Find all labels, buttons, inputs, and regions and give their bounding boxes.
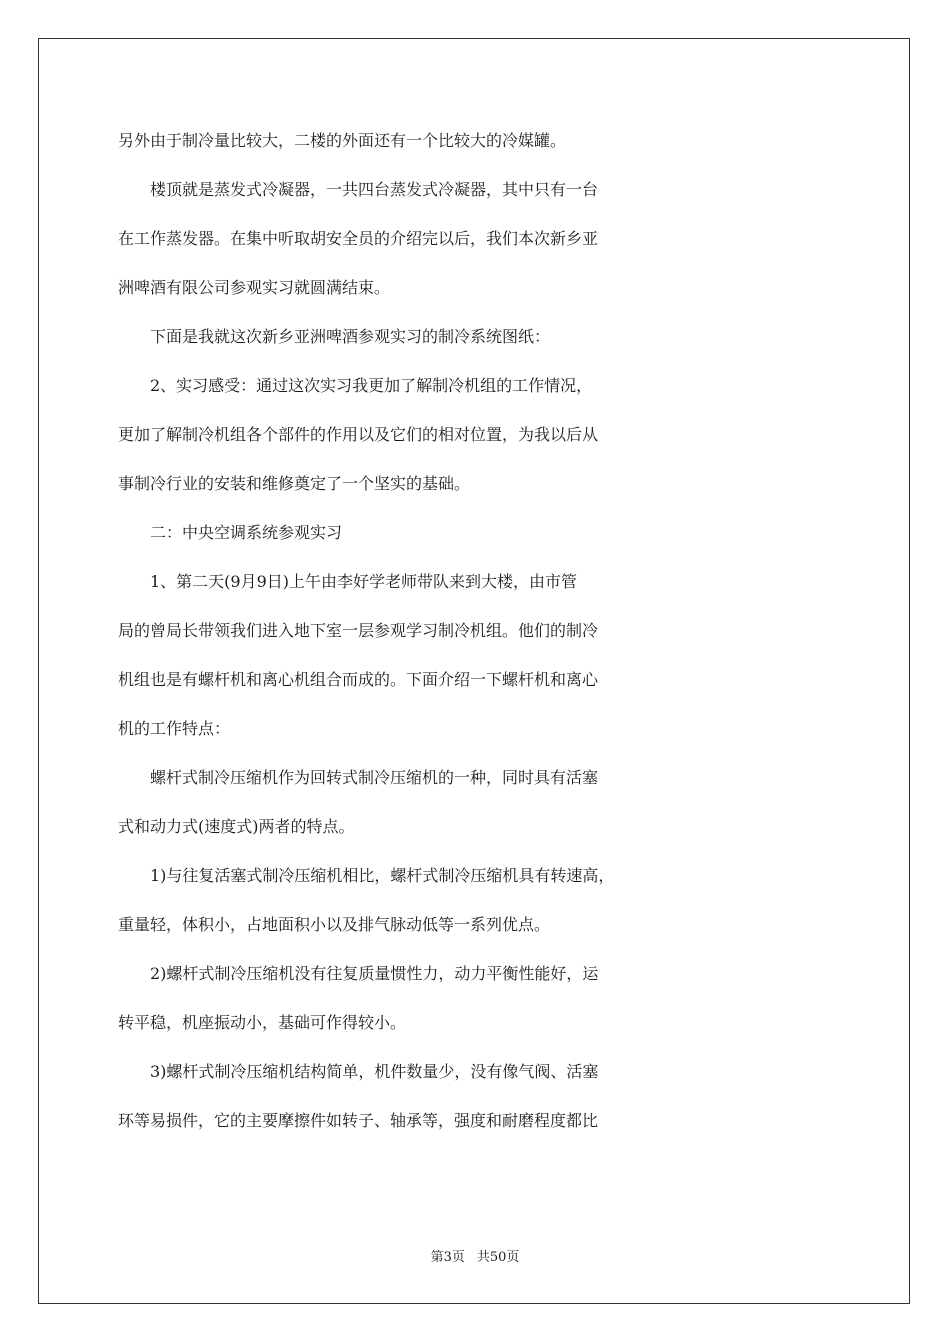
text-line: 3)螺杆式制冷压缩机结构简单，机件数量少，没有像气阀、活塞: [118, 1062, 599, 1081]
text-line: 1)与往复活塞式制冷压缩机相比，螺杆式制冷压缩机具有转速高，: [118, 866, 615, 885]
text-line: 洲啤酒有限公司参观实习就圆满结束。: [118, 278, 391, 297]
text-line: 机的工作特点：: [118, 719, 231, 738]
text-line: 事制冷行业的安装和维修奠定了一个坚实的基础。: [118, 474, 471, 493]
document-body: [118, 128, 838, 1157]
text-line: 重量轻，体积小，占地面积小以及排气脉动低等一系列优点。: [118, 915, 551, 934]
text-line: 环等易损件，它的主要摩擦件如转子、轴承等，强度和耐磨程度都比: [118, 1111, 599, 1130]
text-line: 1、第二天(9月9日)上午由李好学老师带队来到大楼，由市管: [118, 572, 578, 591]
text-line: 式和动力式(速度式)两者的特点。: [118, 817, 355, 836]
text-line: 下面是我就这次新乡亚洲啤酒参观实习的制冷系统图纸：: [118, 327, 551, 346]
text-line: 机组也是有螺杆机和离心机组合而成的。下面介绍一下螺杆机和离心: [118, 670, 599, 689]
text-line: 2、实习感受：通过这次实习我更加了解制冷机组的工作情况，: [118, 376, 593, 395]
text-line: 在工作蒸发器。在集中听取胡安全员的介绍完以后，我们本次新乡亚: [118, 229, 599, 248]
text-line: 另外由于制冷量比较大，二楼的外面还有一个比较大的冷媒罐。: [118, 131, 567, 150]
text-line: 2)螺杆式制冷压缩机没有往复质量惯性力，动力平衡性能好，运: [118, 964, 599, 983]
text-line: 转平稳，机座振动小，基础可作得较小。: [118, 1013, 407, 1032]
page-footer: [0, 1246, 950, 1265]
text-line: 螺杆式制冷压缩机作为回转式制冷压缩机的一种，同时具有活塞: [118, 768, 599, 787]
page-number: 第3页: [430, 1250, 465, 1265]
text-line: 楼顶就是蒸发式冷凝器，一共四台蒸发式冷凝器，其中只有一台: [118, 180, 599, 199]
text-line: 局的曾局长带领我们进入地下室一层参观学习制冷机组。他们的制冷: [118, 621, 599, 640]
text-line: 更加了解制冷机组各个部件的作用以及它们的相对位置，为我以后从: [118, 425, 599, 444]
text-line: 二：中央空调系统参观实习: [118, 523, 343, 542]
page-total: 共50页: [476, 1250, 520, 1265]
